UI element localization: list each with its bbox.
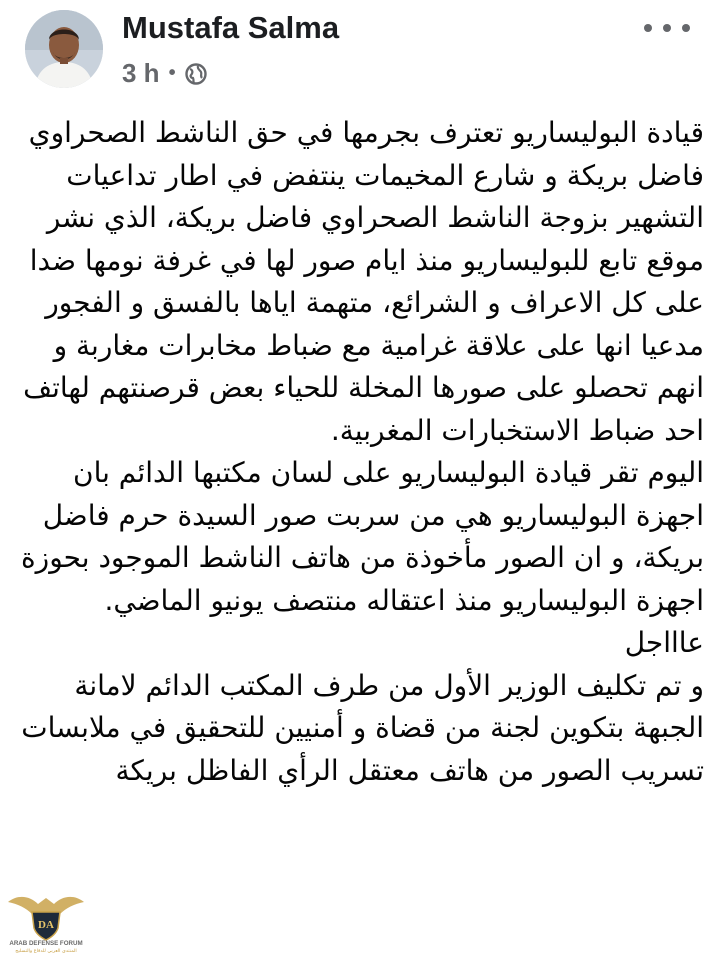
more-dot	[682, 24, 690, 32]
post-paragraph: قيادة البوليساريو تعترف بجرمها في حق الناشط الصحراوي فاضل بريكة و شارع المخيمات ينتفض في اطار تداعيات التشهير بزوجة الناشط الصحراوي فاضل بريكة، الذي نشر موقع تابع للبوليساريو منذ ايام صور لها في غرفة نومها ضدا على كل الاعراف و الشرائع، متهمة اياها بالفسق و الفجور مدعيا انها على علاقة غرامية مع ضباط مخابرات مغاربة و انهم تحصلو على صورها المخلة للحياء بعض قرصنتهم لهاتف احد ضباط الاستخبارات المغربية.	[23, 116, 704, 447]
post-text	[14, 112, 704, 792]
watermark-subtitle: المنتدى العربي للدفاع والتسليح	[15, 949, 77, 954]
watermark	[4, 888, 88, 954]
watermark-abbr: DA	[38, 919, 54, 931]
meta-separator: •	[168, 62, 176, 84]
avatar-photo	[25, 10, 103, 88]
author-name[interactable]: Mustafa Salma	[122, 10, 340, 45]
post-paragraph: عاااجل	[624, 626, 704, 659]
post-header	[0, 0, 718, 110]
eagle-shield-logo	[4, 888, 88, 954]
post-paragraph: اليوم تقر قيادة البوليساريو على لسان مكتبها الدائم بان اجهزة البوليساريو هي من سربت صور السيدة حرم فاضل بريكة، و ان الصور مأخوذة من هاتف الناشط الموجود بحوزة اجهزة البوليساريو منذ اعتقاله منتصف يونيو الماضي.	[21, 456, 704, 617]
post-paragraph: و تم تكليف الوزير الأول من طرف المكتب الدائم لامانة الجبهة بتكوين لجنة من قضاة و أمنيين للتحقيق في ملابسات تسريب الصور من هاتف معتقل الرأي الفاظل بريكة	[21, 668, 704, 787]
more-dot	[663, 24, 671, 32]
post-meta	[122, 58, 207, 89]
more-dot	[644, 24, 652, 32]
post-timestamp[interactable]: 3 h	[122, 58, 160, 88]
watermark-name: ARAB DEFENSE FORUM	[9, 940, 83, 947]
avatar[interactable]	[25, 10, 103, 88]
globe-icon[interactable]	[185, 63, 207, 85]
more-options-icon[interactable]	[644, 14, 690, 42]
